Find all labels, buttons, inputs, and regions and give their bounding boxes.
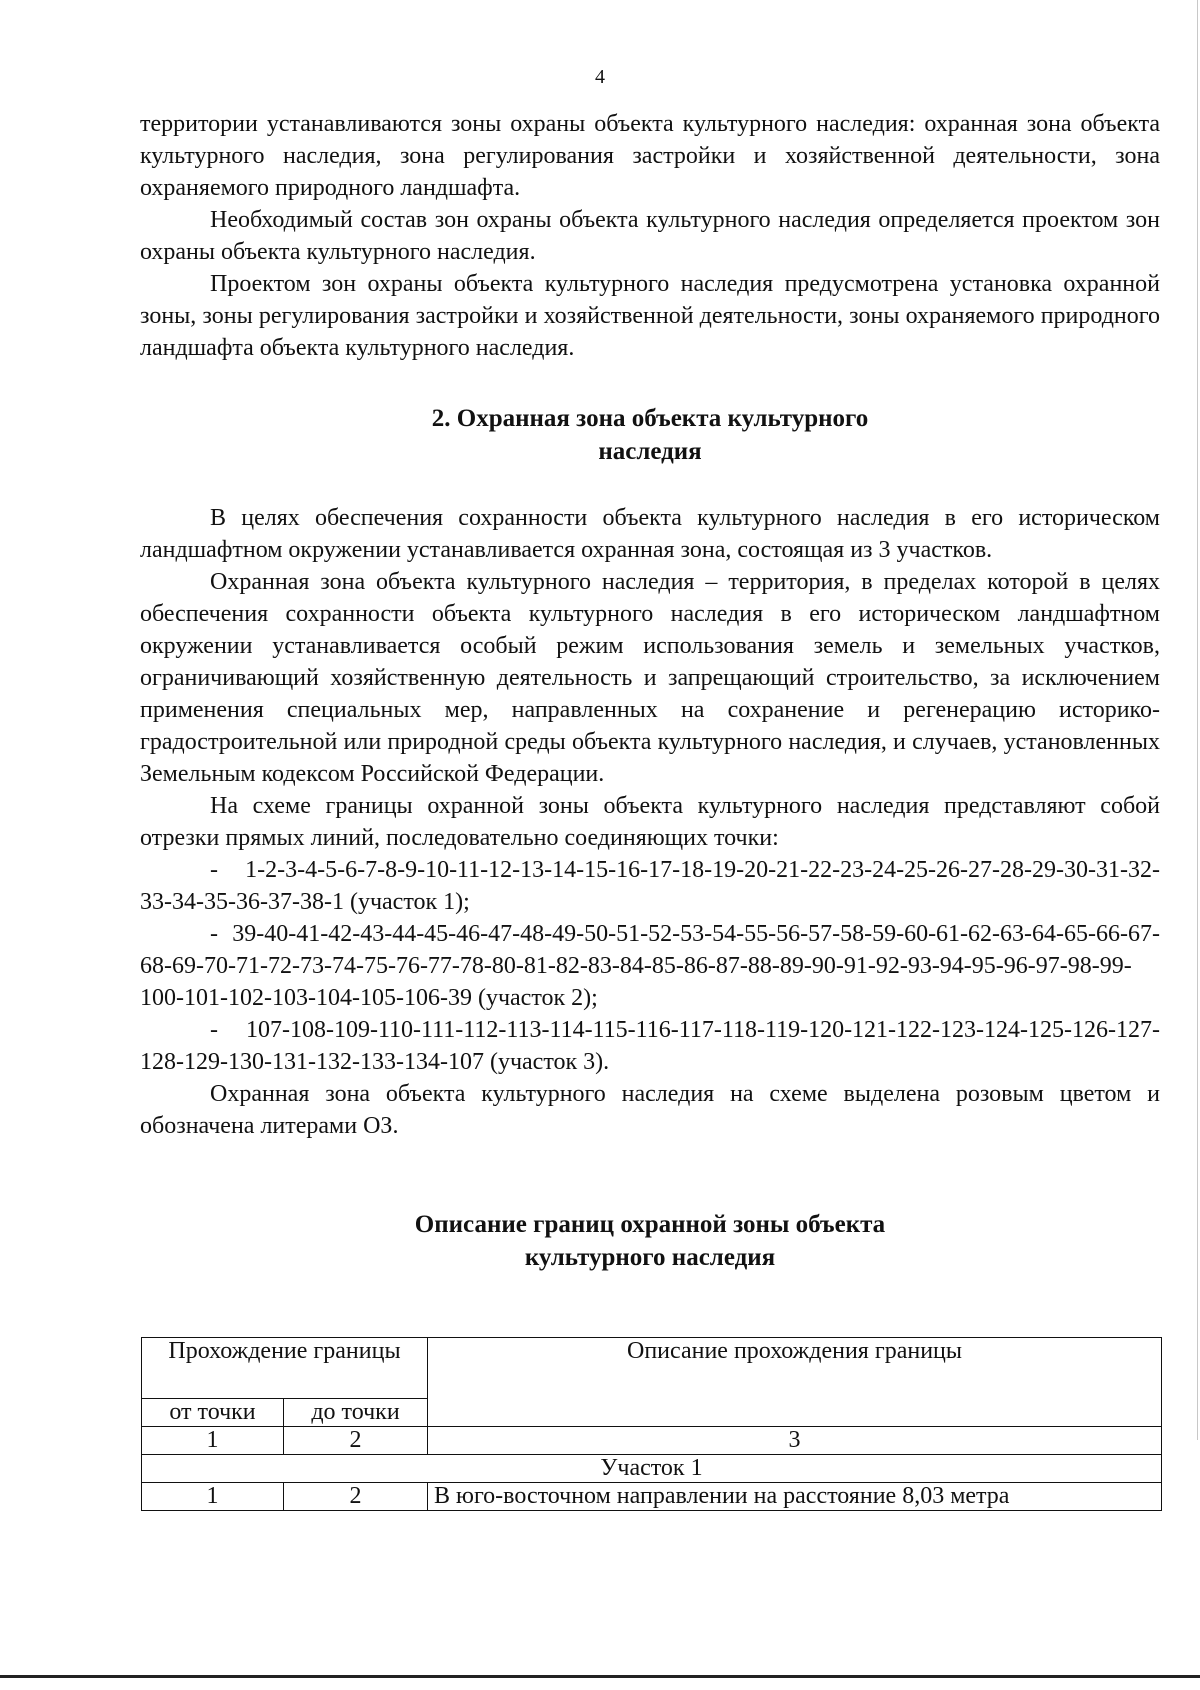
header-to-cell: до точки [284,1399,428,1427]
paragraph: территории устанавливаются зоны охраны объекта культурного наследия: охранная зона объекта культурного наследия, зона регулирования застройки и хозяйственной деятельности, зона охраняемого природного ландшафта. [140,111,1160,201]
section-heading-line: наследия [598,438,702,465]
paragraph: На схеме границы охранной зоны объекта культурного наследия представляют собой отрезки прямых линий, последовательно соединяющих точки: [140,793,1160,851]
list-item: - 107-108-109-110-111-112-113-114-115-116-117-118-119-120-121-122-123-124-125-126-127-128-129-130-131-132-133-134-107 (участок 3). [140,1017,1160,1075]
paragraph: В целях обеспечения сохранности объекта культурного наследия в его историческом ландшафтном окружении устанавливается охранная зона, состоящая из 3 участков. [140,505,1160,563]
header-description-cell: Описание прохождения границы [428,1338,1162,1427]
page-number: 4 [595,66,605,88]
scan-edge-line [1197,0,1198,1440]
column-number-cell: 3 [428,1427,1162,1455]
scan-edge-line [0,1675,1200,1678]
list-item: - 1-2-3-4-5-6-7-8-9-10-11-12-13-14-15-16-17-18-19-20-21-22-23-24-25-26-27-28-29-30-31-32-33-34-35-36-37-38-1 (участок 1); [140,857,1160,915]
boundary-table [141,1337,1162,1511]
table-heading-line: Описание границ охранной зоны объекта [414,1211,886,1238]
column-number-cell: 1 [142,1427,284,1455]
paragraph: Проектом зон охраны объекта культурного наследия предусмотрена установка охранной зоны, зоны регулирования застройки и хозяйственной деятельности, зоны охраняемого природного ландшафта объекта культурного наследия. [140,271,1160,361]
from-point-cell: 1 [142,1483,284,1511]
paragraph: Охранная зона объекта культурного наследия – территория, в пределах которой в целях обеспечения сохранности объекта культурного наследия в его историческом ландшафтном окружении устанавливается особый режим использования земель и земельных участков, ограничивающий хозяйственную деятельность и запрещающий строительство, за исключением применения специальных мер, направленных на сохранение и регенерацию историко-градостроительной или природной среды объекта культурного наследия, и случаев, установленных Земельным кодексом Российской Федерации. [140,569,1160,787]
table-row [142,1483,1162,1511]
section-row [142,1455,1162,1483]
column-number-row [142,1427,1162,1455]
paragraph: Необходимый состав зон охраны объекта культурного наследия определяется проектом зон охраны объекта культурного наследия. [140,207,1160,265]
header-from-cell: от точки [142,1399,284,1427]
section-heading [140,402,1160,468]
description-cell: В юго-восточном направлении на расстояние 8,03 метра [428,1483,1162,1511]
table-heading-line: культурного наследия [524,1244,776,1271]
list-item: - 39-40-41-42-43-44-45-46-47-48-49-50-51-52-53-54-55-56-57-58-59-60-61-62-63-64-65-66-67-68-69-70-71-72-73-74-75-76-77-78-80-81-82-83-84-85-86-87-88-89-90-91-92-93-94-95-96-97-98-99-100-101-102-103-104-105-106-39 (участок 2); [140,921,1160,1011]
table-header-row [142,1338,1162,1399]
section-text [140,502,1160,1142]
paragraph: Охранная зона объекта культурного наследия на схеме выделена розовым цветом и обозначена литерами ОЗ. [140,1081,1160,1139]
section-heading-line: 2. Охранная зона объекта культурного [431,405,869,432]
table-heading [140,1208,1160,1274]
column-number-cell: 2 [284,1427,428,1455]
intro-text [140,108,1160,364]
header-group-cell: Прохождение границы [142,1338,428,1399]
to-point-cell: 2 [284,1483,428,1511]
section-label-cell: Участок 1 [142,1455,1162,1483]
